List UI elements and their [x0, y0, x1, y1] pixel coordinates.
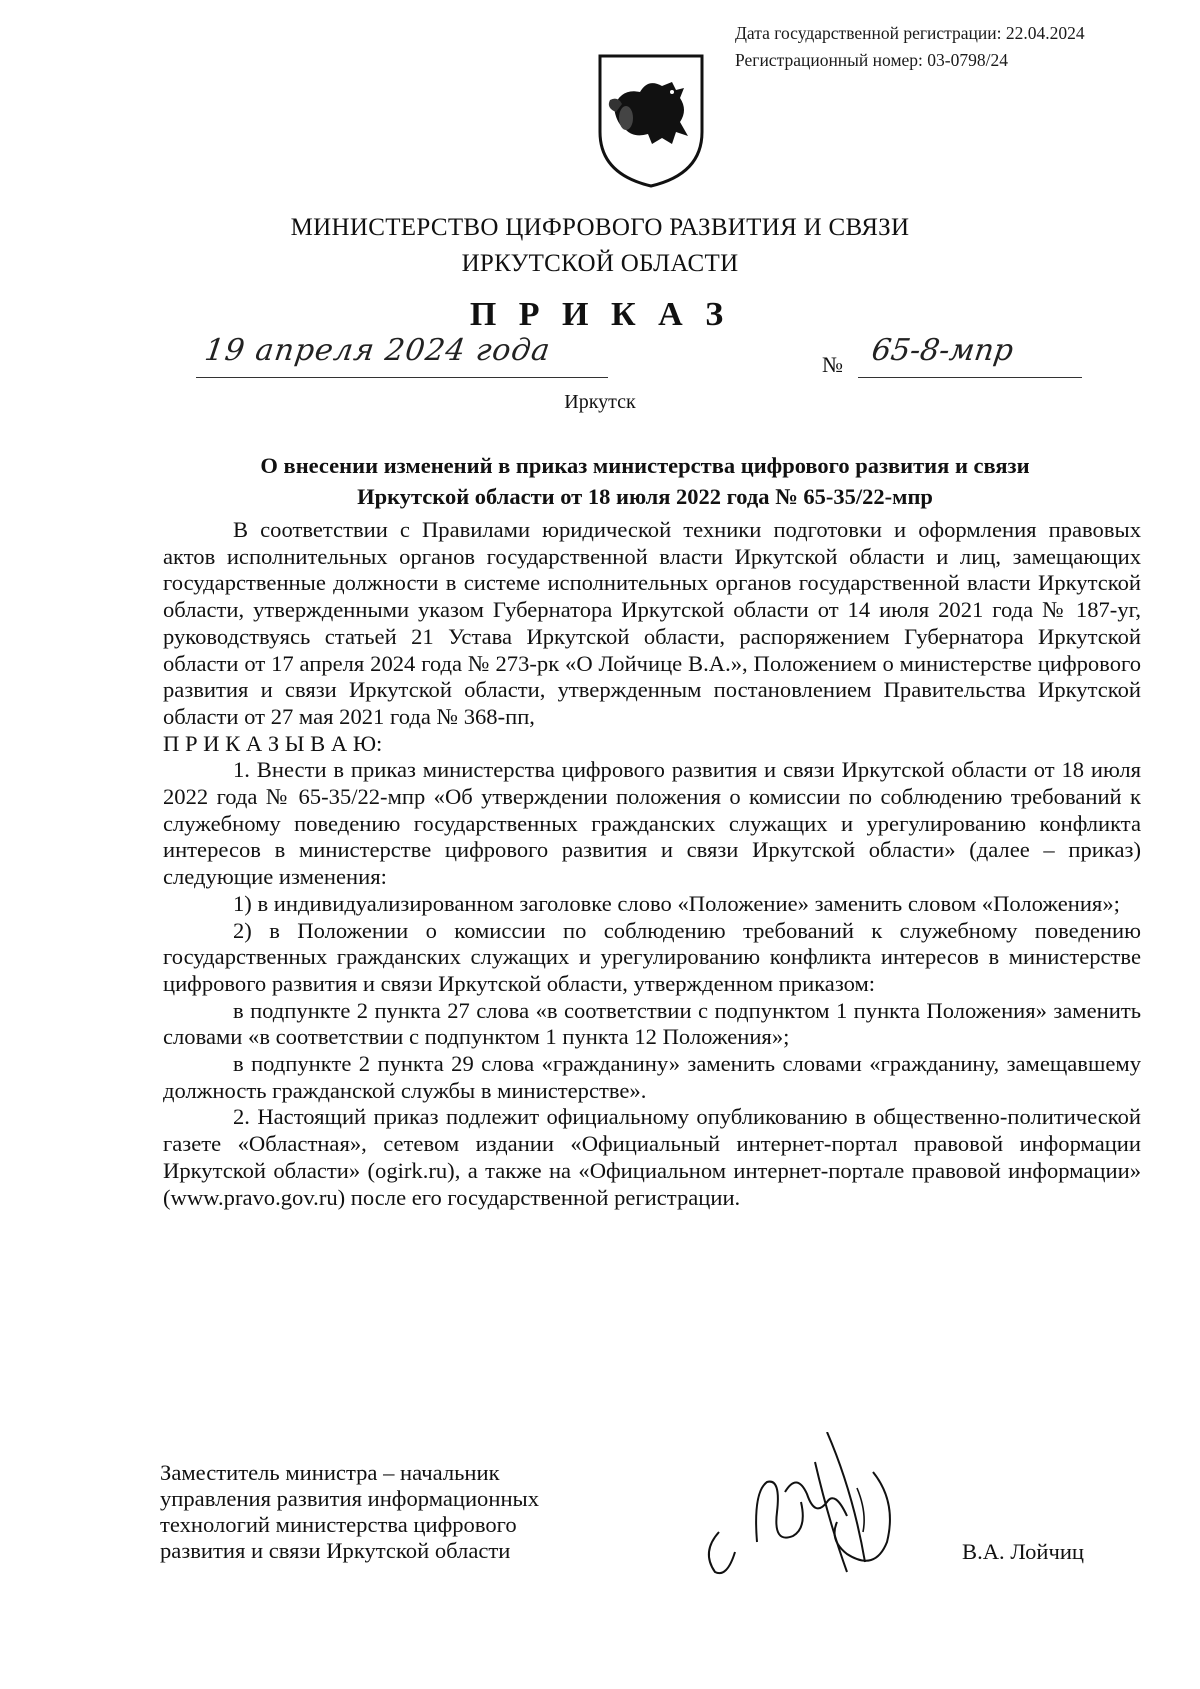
registration-date: Дата государственной регистрации: 22.04.2024: [735, 23, 1085, 43]
handwritten-signature-icon: [697, 1432, 937, 1582]
number-sign: №: [822, 352, 843, 377]
signatory-position-line2: управления развития информационных: [160, 1486, 540, 1511]
document-title-line1: О внесении изменений в приказ министерства цифрового развития и связи: [260, 453, 1030, 478]
ministry-name-line2: ИРКУТСКОЙ ОБЛАСТИ: [461, 250, 739, 277]
document-title: [150, 450, 1140, 512]
order-word: П Р И К А З Ы В А Ю:: [163, 730, 383, 756]
preamble-paragraph: В соответствии с Правилами юридической техники подготовки и оформления правовых актов исполнительных органов государственной власти Иркутской области и лиц, замещающих государственные должности в системе исполнительных органов государственной власти Иркутской области, утвержденными указом Губернатора Иркутской области от 14 июля 2021 года № 187-уг, руководствуясь статьей 21 Устава Иркутской области, распоряжением Губернатора Иркутской области от 17 апреля 2024 года № 273-рк «О Лойчице В.А.», Положением о министерстве цифрового развития и связи Иркутской области, утвержденным постановлением Правительства Иркутской области от 27 мая 2021 года № 368-пп,: [163, 517, 1141, 729]
item-2: 2. Настоящий приказ подлежит официальному опубликованию в общественно-политической газете «Областная», сетевом издании «Официальный интернет-портал правовой информации Иркутской области» (ogirk.ru), а также на «Официальном интернет-портале правовой информации» (www.pravo.gov.ru) после его государственной регистрации.: [163, 1104, 1141, 1210]
item-1-2: 2) в Положении о комиссии по соблюдению требований к служебному поведению государственных гражданских служащих и урегулированию конфликта интересов в министерстве цифрового развития и связи Иркутской области, утвержденном приказом:: [163, 917, 1141, 996]
item-1: 1. Внести в приказ министерства цифрового развития и связи Иркутской области от 18 июля 2022 года № 65-35/22-мпр «Об утверждении положения о комиссии по соблюдению требований к служебному поведению государственных гражданских служащих и урегулированию конфликта интересов в министерстве цифрового развития и связи Иркутской области» (далее – приказ) следующие изменения:: [163, 757, 1141, 890]
document-type: П Р И К А З: [469, 296, 731, 333]
registration-number: Регистрационный номер: 03-0798/24: [735, 50, 1008, 70]
item-1-1: 1) в индивидуализированном заголовке слово «Положение» заменить словом «Положения»;: [233, 890, 1120, 916]
signatory-position-line1: Заместитель министра – начальник: [160, 1460, 500, 1485]
order-date-handwritten: 19 апреля 2024 года: [202, 333, 553, 368]
coat-of-arms-icon: [596, 52, 706, 190]
number-underline: [858, 377, 1082, 378]
date-underline: [196, 377, 608, 378]
signatory-name: В.А. Лойчиц: [962, 1539, 1085, 1564]
registration-stamp: [735, 20, 1085, 74]
ministry-name-line1: МИНИСТЕРСТВО ЦИФРОВОГО РАЗВИТИЯ И СВЯЗИ: [290, 214, 910, 241]
item-1-2-b: в подпункте 2 пункта 29 слова «гражданину» заменить словами «гражданину, замещавшему должность гражданской службы в министерстве».: [163, 1051, 1141, 1103]
document-body: [163, 517, 1141, 1211]
order-number-handwritten: 65-8-мпр: [869, 333, 1016, 368]
item-1-2-a: в подпункте 2 пункта 27 слова «в соответствии с подпунктом 1 пункта Положения» заменить словами «в соответствии с подпунктом 1 пункта 12 Положения»;: [163, 997, 1141, 1050]
document-title-line2: Иркутской области от 18 июля 2022 года № 65-35/22-мпр: [357, 484, 933, 509]
signatory-position-line4: развития и связи Иркутской области: [160, 1538, 511, 1563]
signatory-position: [160, 1460, 664, 1564]
signatory-position-line3: технологий министерства цифрового: [160, 1512, 517, 1537]
city: Иркутск: [564, 391, 636, 413]
